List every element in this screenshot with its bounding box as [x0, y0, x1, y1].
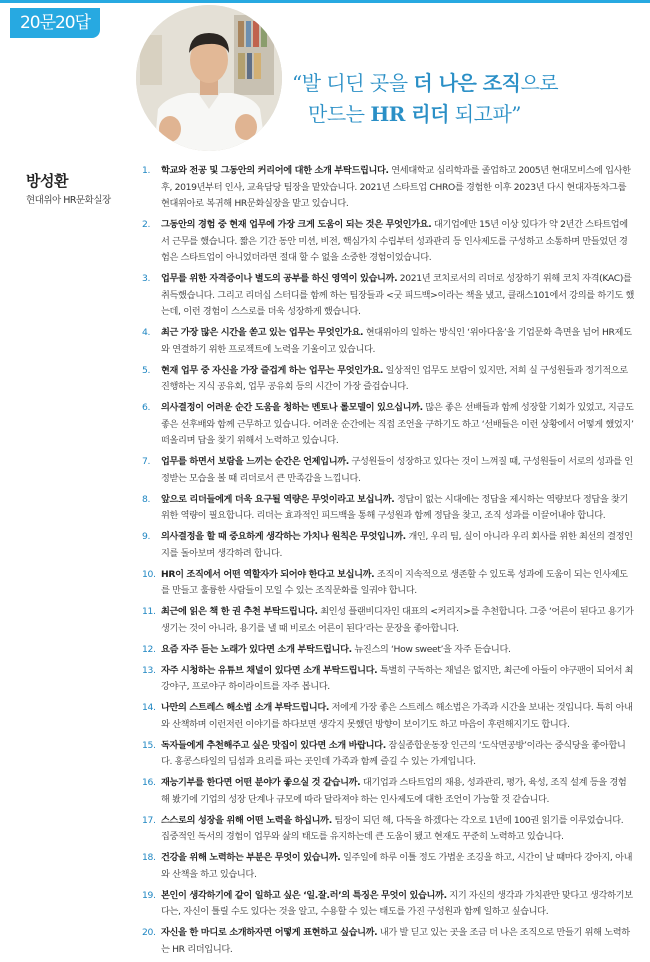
qa-question: 독자들에게 추천해주고 싶은 맛집이 있다면 소개 바랍니다. — [161, 739, 386, 751]
qa-item — [142, 888, 634, 921]
qa-answer: 뉴진스의 ‘How sweet’을 자주 듣습니다. — [354, 643, 511, 655]
quote-emphasis: HR 리더 — [370, 102, 449, 126]
qa-item — [142, 363, 634, 396]
qa-question: 의사결정이 어려운 순간 도움을 청하는 멘토나 롤모델이 있으십니까. — [161, 402, 423, 414]
qa-question: 업무를 위한 자격증이나 별도의 공부를 하신 영역이 있습니까. — [161, 273, 398, 285]
qa-question: 업무를 하면서 보람을 느끼는 순간은 언제입니까. — [161, 456, 349, 468]
interviewee-affiliation: 현대위아 HR문화실장 — [26, 195, 111, 206]
qa-answer: 대기업과 스타트업의 채용, 성과관리, 평가, 육성, 조직 설계 등을 경험해 봤기에 기업의 성장 단계나 규모에 따라 달라져야 하는 인사제도에 대한 조언이 가능할 것 같습니다. — [161, 777, 627, 805]
qa-item — [142, 325, 634, 358]
qa-question: 그동안의 경험 중 현재 업무에 가장 크게 도움이 되는 것은 무엇인가요. — [161, 219, 432, 231]
qa-number: 5. — [142, 364, 151, 376]
qa-number: 3. — [142, 273, 151, 285]
qa-question: 자신을 한 마디로 소개하자면 어떻게 표현하고 싶습니까. — [161, 926, 378, 938]
qa-number: 4. — [142, 327, 151, 339]
qa-item — [142, 850, 634, 883]
qa-answer: 대기업에만 15년 이상 있다가 약 2년간 스타트업에서 근무를 했습니다. 짧은 기간 동안 미션, 비전, 핵심가치 수립부터 성과관리 등 인사제도를 구성하고 소통하며 만들었던 경험은 스타트업이 아니었더라면 절대 할 수 없을 소중한 경험이었습니다. — [161, 219, 628, 264]
qa-number: 19. — [142, 889, 156, 901]
qa-item — [142, 700, 634, 733]
qa-item — [142, 925, 634, 958]
qa-answer: 특별히 구독하는 채널은 없지만, 최근에 아들이 야구팬이 되어서 최강야구, 프로야구 하이라이트를 자주 봅니다. — [161, 664, 634, 693]
qa-question: 스스로의 성장을 위해 어떤 노력을 하십니까. — [161, 814, 332, 826]
top-rule — [0, 0, 650, 3]
qa-answer: 구성원들이 성장하고 있다는 것이 느껴질 때, 구성원들이 서로의 성과를 인정받는 모습을 볼 때 리더로서 큰 만족감을 느낍니다. — [161, 456, 633, 484]
qa-answer: 내가 발 딛고 있는 곳을 조금 더 나은 조직으로 만들기 위해 노력하는 HR 리더입니다. — [161, 926, 630, 955]
qa-answer: 조직이 지속적으로 생존할 수 있도록 성과에 도움이 되는 인사제도를 만들고 훌륭한 사람들이 모일 수 있는 조직문화를 일궈야 합니다. — [161, 568, 628, 597]
qa-item — [142, 663, 634, 696]
qa-item — [142, 163, 634, 213]
section-tab: 20문20답 — [10, 8, 100, 38]
qa-number: 2. — [142, 219, 151, 231]
qa-question: 앞으로 리더들에게 더욱 요구될 역량은 무엇이라고 보십니까. — [161, 493, 395, 505]
qa-number: 11. — [142, 606, 156, 618]
qa-number: 18. — [142, 852, 156, 864]
qa-answer: 2021년 코치로서의 리더로 성장하기 위해 코치 자격(KAC)를 취득했습니다. 그리고 리더십 스터디를 함께 하는 팀장들과 <굿 피드백>이라는 책을 냈고, 클래스101에서 강의를 하기도 했는데, 이런 경험이 스스로를 더욱 성장하게 했습니다. — [161, 273, 634, 318]
qa-question: 현재 업무 중 자신을 가장 즐겁게 하는 업무는 무엇인가요. — [161, 364, 384, 376]
qa-item — [142, 454, 634, 487]
qa-question: 최근 가장 많은 시간을 쏟고 있는 업무는 무엇인가요. — [161, 327, 364, 339]
qa-number: 17. — [142, 814, 156, 826]
qa-answer: 연세대학교 심리학과를 졸업하고 2005년 현대모비스에 입사한 후, 2019년부터 인사, 교육담당 팀장을 맡았습니다. 2021년 스타트업 CHRO를 경험한 이후 2023년 다시 현대자동차그룹 현대위아로 복귀해 HR문화실장을 맡고 있습니다. — [161, 165, 631, 210]
quote-text: 으로 — [520, 71, 559, 95]
portrait-photo — [136, 5, 282, 151]
qa-question: 의사결정을 할 때 중요하게 생각하는 가치나 원칙은 무엇입니까. — [161, 531, 406, 543]
qa-question: 요즘 자주 듣는 노래가 있다면 소개 부탁드립니다. — [161, 643, 352, 655]
qa-item — [142, 400, 634, 450]
qa-number: 9. — [142, 531, 151, 543]
qa-answer: 개인, 우리 팀, 실이 아니라 우리 회사를 위한 최선의 결정인지를 돌아보며 생각하려 합니다. — [161, 531, 633, 559]
qa-item — [142, 567, 634, 600]
qa-answer: 잠실종합운동장 인근의 ‘도삭면공방’이라는 중식당을 좋아합니다. 홍콩스타일의 딤섬과 요리를 파는 곳인데 가족과 함께 즐길 수 있는 가게입니다. — [161, 739, 626, 768]
qa-number: 20. — [142, 926, 156, 938]
qa-item — [142, 813, 634, 846]
qa-answer: 일상적인 업무도 보람이 있지만, 저희 실 구성원들과 정기적으로 진행하는 지식 공유회, 업무 공유회 등의 시간이 가장 즐겁습니다. — [161, 364, 628, 393]
qa-number: 12. — [142, 643, 156, 655]
qa-answer: 현대위아의 일하는 방식인 ‘위아다움’을 기업문화 측면을 넘어 HR제도와 연결하기 위한 프로젝트에 노력을 기울이고 있습니다. — [161, 327, 632, 355]
qa-item — [142, 529, 634, 562]
qa-number: 8. — [142, 493, 151, 505]
qa-answer: 많은 좋은 선배들과 함께 성장할 기회가 있었고, 지금도 좋은 선후배와 함께 근무하고 있습니다. 어려운 순간에는 직접 조언을 구하기도 하고 ‘선배들은 이런 상황에서 어떻게 했었지’ 떠올리며 답을 찾기 위해서 노력하고 있습니다. — [161, 402, 634, 447]
qa-answer: 저에게 가장 좋은 스트레스 해소법은 가족과 시간을 보내는 것입니다. 특히 아내와 산책하며 이런저런 이야기를 하다보면 생각지 못했던 방향이 보이기도 하고 마음이 후련해지기도 합니다. — [161, 702, 633, 730]
qa-question: 최근에 읽은 책 한 권 추천 부탁드립니다. — [161, 606, 318, 618]
qa-item — [142, 738, 634, 771]
qa-item — [142, 271, 634, 321]
quote-text: “발 디딘 곳을 — [292, 71, 414, 95]
qa-question: 나만의 스트레스 해소법 소개 부탁드립니다. — [161, 702, 329, 714]
quote-text: 만드는 — [308, 102, 371, 126]
qa-number: 6. — [142, 402, 151, 414]
qa-answer: 정답이 없는 시대에는 정답을 제시하는 역량보다 정답을 찾기 위한 역량이 필요합니다. 리더는 효과적인 피드백을 통해 구성원과 함께 정답을 찾고, 조직 성과를 이끌어내야 합니다. — [161, 493, 629, 522]
portrait-illustration — [136, 5, 282, 151]
qa-answer: 지기 자신의 생각과 가치관만 맞다고 생각하기보다는, 자신이 틀릴 수도 있다는 것을 알고, 수용할 수 있는 태도를 가진 구성원과 함께 일하고 싶습니다. — [161, 889, 633, 918]
qa-item — [142, 492, 634, 525]
qa-number: 10. — [142, 568, 156, 580]
interviewee-name: 방성환 — [26, 172, 68, 190]
qa-answer: 일주일에 하루 이틀 정도 가볍운 조깅을 하고, 시간이 날 때마다 강아지, 아내와 산책을 하고 있습니다. — [161, 852, 633, 880]
qa-number: 13. — [142, 664, 156, 676]
qa-answer: 최인성 플랜비디자인 대표의 <커리지>를 추천합니다. 그중 ‘어른이 된다고 용기가 생기는 것이 아니라, 용기를 낼 때 비로소 어른이 된다’라는 문장을 좋아합니다. — [161, 606, 634, 634]
qa-number: 7. — [142, 456, 151, 468]
headline-quote — [292, 68, 642, 130]
qa-question: HR이 조직에서 어떤 역할자가 되어야 한다고 보십니까. — [161, 568, 375, 580]
quote-text: 되고파” — [448, 102, 521, 126]
quote-line-1 — [292, 71, 558, 95]
qa-item — [142, 217, 634, 267]
qa-number: 15. — [142, 739, 156, 751]
qa-question: 학교와 전공 및 그동안의 커리어에 대한 소개 부탁드립니다. — [161, 165, 389, 176]
qa-question: 자주 시청하는 유튜브 채널이 있다면 소개 부탁드립니다. — [161, 664, 378, 676]
qa-question: 건강을 위해 노력하는 부분은 무엇이 있습니까. — [161, 852, 341, 864]
qa-item — [142, 775, 634, 808]
qa-number: 1. — [142, 165, 151, 176]
quote-line-2 — [292, 99, 642, 130]
qa-question: 재능기부를 한다면 어떤 분야가 좋으실 것 같습니까. — [161, 777, 361, 789]
qa-item — [142, 604, 634, 637]
qa-list — [142, 163, 634, 962]
qa-number: 16. — [142, 777, 156, 789]
qa-question: 본인이 생각하기에 같이 일하고 싶은 ‘일.잘.러’의 특징은 무엇이 있습니까. — [161, 889, 447, 901]
quote-emphasis: 더 나은 조직 — [413, 71, 521, 95]
qa-answer: 팀장이 되던 해, 다독을 하겠다는 각오로 1년에 100권 읽기를 이루었습니다. 집중적인 독서의 경험이 업무와 삶의 태도를 유지하는데 큰 도움이 됐고 현재도 꾸준히 노력하고 있습니다. — [161, 814, 624, 843]
qa-item — [142, 642, 634, 659]
qa-number: 14. — [142, 702, 156, 714]
